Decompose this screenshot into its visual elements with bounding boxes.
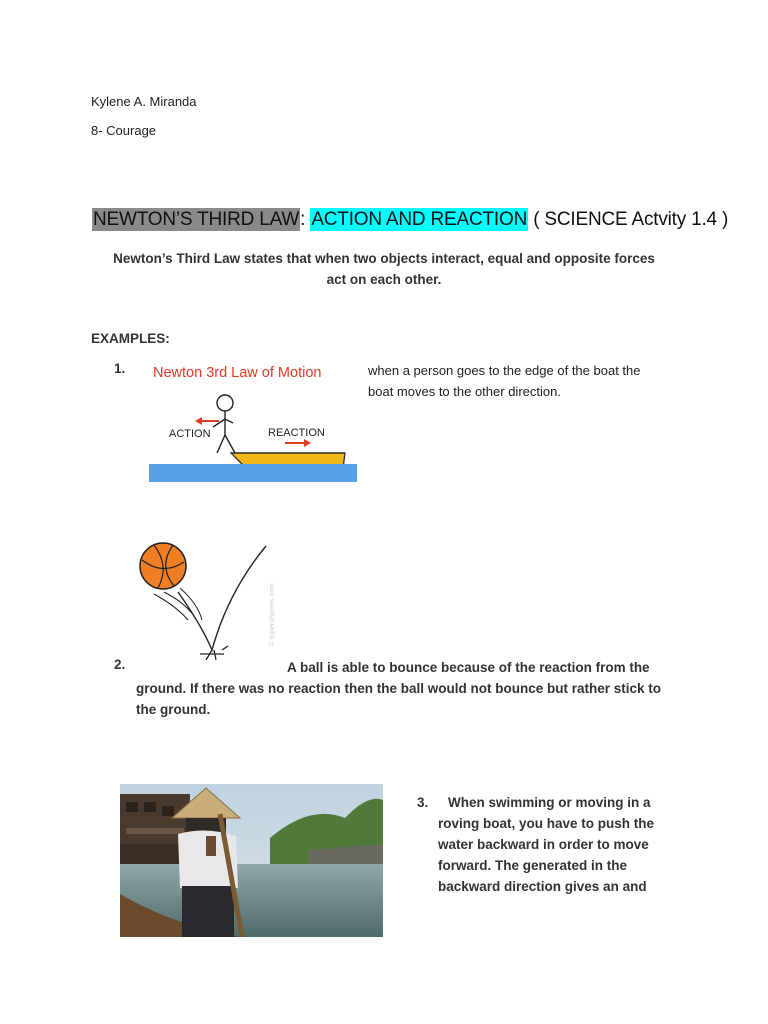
examples-label: EXAMPLES: <box>91 331 170 346</box>
example-3-text <box>417 792 688 897</box>
bouncing-ball-figure <box>136 536 282 664</box>
rowing-boat-photo <box>120 784 383 937</box>
author-name: Kylene A. Miranda <box>91 94 197 109</box>
document-title <box>92 209 728 231</box>
title-part-activity: ( SCIENCE Actvity 1.4 ) <box>533 209 729 230</box>
example-3-body: When swimming or moving in a roving boat, you have to push the water backward in order to move forward. The generated in the backward direction gives an and <box>438 795 655 894</box>
title-part-law: NEWTON’S THIRD LAW <box>93 209 300 230</box>
example-3-number: 3. <box>417 795 429 810</box>
example-1-text: when a person goes to the edge of the boat the boat moves to the other direction. <box>368 363 641 399</box>
title-separator: : <box>300 209 306 230</box>
action-label: ACTION <box>169 428 211 440</box>
newton-boat-figure <box>149 357 357 484</box>
title-part-topic: ACTION AND REACTION <box>311 209 528 230</box>
figure-1-title: Newton 3rd Law of Motion <box>153 365 322 381</box>
author-section: 8- Courage <box>91 123 157 138</box>
example-2-text: A ball is able to bounce because of the reaction from the ground. If there was no reaction then the ball would not bounce but rather stick to the ground. <box>136 660 662 717</box>
intro-paragraph: Newton’s Third Law states that when two objects interact, equal and opposite forces act on each other. <box>113 251 655 287</box>
basketball-icon <box>140 543 186 589</box>
figure-watermark: © topendsports.com <box>269 583 276 646</box>
reaction-label: REACTION <box>268 427 325 439</box>
example-2-number: 2. <box>114 657 126 672</box>
water-strip <box>149 464 357 482</box>
example-1-number: 1. <box>114 361 126 376</box>
